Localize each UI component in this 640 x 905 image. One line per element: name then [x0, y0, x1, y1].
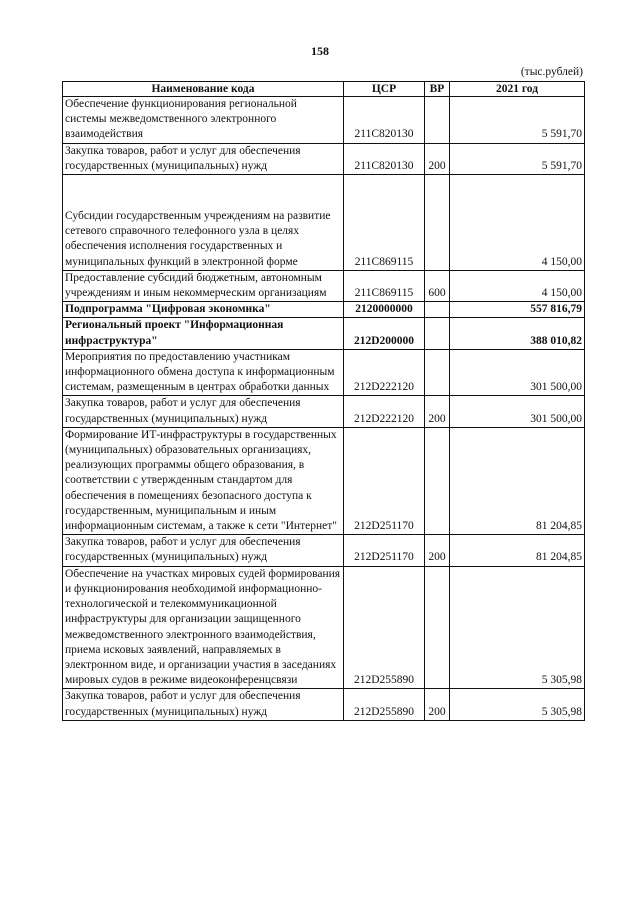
row-csr: 211C820130	[344, 143, 425, 174]
row-vr	[425, 318, 450, 349]
row-csr: 211C869115	[344, 270, 425, 301]
table-row	[63, 318, 585, 349]
row-vr	[425, 302, 450, 318]
row-name: Обеспечение функционирования региональной системы межведомственного электронного взаимодействия	[63, 97, 344, 144]
header-amount: 2021 год	[450, 82, 585, 97]
row-name: Закупка товаров, работ и услуг для обеспечения государственных (муниципальных) нужд	[63, 689, 344, 720]
row-vr: 200	[425, 143, 450, 174]
table-row	[63, 143, 585, 174]
row-name: Обеспечение на участках мировых судей формирования и функционирования необходимой информационно-технологической и телекоммуникационной инфраструктуры для организации защищенного межведомственного электронного взаимодействия, приема исковых заявлений, направляемых в электронном виде, и организации участия в заседаниях мировых судов в режиме видеоконференцсвязи	[63, 566, 344, 689]
row-csr: 212D222120	[344, 349, 425, 396]
row-vr	[425, 175, 450, 271]
row-amount: 557 816,79	[450, 302, 585, 318]
row-vr: 600	[425, 270, 450, 301]
row-vr	[425, 97, 450, 144]
row-csr: 212D222120	[344, 396, 425, 427]
table-row	[63, 349, 585, 396]
row-amount: 4 150,00	[450, 175, 585, 271]
table-row	[63, 270, 585, 301]
row-csr: 211C820130	[344, 97, 425, 144]
row-amount: 4 150,00	[450, 270, 585, 301]
row-csr: 212D255890	[344, 689, 425, 720]
page-number: 158	[311, 44, 329, 58]
row-name: Подпрограмма "Цифровая экономика"	[63, 302, 344, 318]
row-vr: 200	[425, 689, 450, 720]
row-name-cell	[63, 175, 344, 271]
table-row	[63, 175, 585, 271]
row-amount: 5 305,98	[450, 689, 585, 720]
row-csr: 212D251170	[344, 535, 425, 566]
row-amount: 81 204,85	[450, 427, 585, 534]
units-label: (тыс.рублей)	[520, 66, 583, 78]
row-name: Предоставление субсидий бюджетным, автономным учреждениям и иным некоммерческим организациям	[63, 270, 344, 301]
row-name: Мероприятия по предоставлению участникам информационного обмена доступа к информационным системам, размещенным в центрах обработки данных	[63, 349, 344, 396]
table-row	[63, 97, 585, 144]
row-vr: 200	[425, 535, 450, 566]
row-vr	[425, 349, 450, 396]
row-amount: 5 305,98	[450, 566, 585, 689]
row-csr: 211C869115	[344, 175, 425, 271]
header-vr: ВР	[425, 82, 450, 97]
row-name: Закупка товаров, работ и услуг для обеспечения государственных (муниципальных) нужд	[63, 143, 344, 174]
row-name: Закупка товаров, работ и услуг для обеспечения государственных (муниципальных) нужд	[63, 396, 344, 427]
row-amount: 81 204,85	[450, 535, 585, 566]
table-row	[63, 396, 585, 427]
table-row	[63, 689, 585, 720]
row-name: Региональный проект "Информационная инфраструктура"	[63, 318, 344, 349]
budget-table	[62, 81, 585, 721]
row-amount: 301 500,00	[450, 349, 585, 396]
table-row	[63, 302, 585, 318]
header-csr: ЦСР	[344, 82, 425, 97]
row-vr	[425, 427, 450, 534]
table-row	[63, 427, 585, 534]
row-amount: 301 500,00	[450, 396, 585, 427]
row-csr: 2120000000	[344, 302, 425, 318]
row-amount: 388 010,82	[450, 318, 585, 349]
table-row	[63, 535, 585, 566]
row-name: Закупка товаров, работ и услуг для обеспечения государственных (муниципальных) нужд	[63, 535, 344, 566]
row-name: Формирование ИТ-инфраструктуры в государственных (муниципальных) образовательных организациях, реализующих программы общего образования, в соответствии с утвержденным стандартом для обеспечения в помещениях безопасного доступа к государственным, муниципальным и иным информационным системам, а также к сети "Интернет"	[63, 427, 344, 534]
row-csr: 212D200000	[344, 318, 425, 349]
row-vr: 200	[425, 396, 450, 427]
row-amount: 5 591,70	[450, 143, 585, 174]
row-csr: 212D251170	[344, 427, 425, 534]
row-csr: 212D255890	[344, 566, 425, 689]
row-name: Субсидии государственным учреждениям на развитие сетевого справочного телефонного узла в целях обеспечения исполнения государственных и муниципальных функций в электронной форме	[65, 210, 331, 268]
row-vr	[425, 566, 450, 689]
header-row	[63, 82, 585, 97]
row-amount: 5 591,70	[450, 97, 585, 144]
header-name: Наименование кода	[63, 82, 344, 97]
table-row	[63, 566, 585, 689]
